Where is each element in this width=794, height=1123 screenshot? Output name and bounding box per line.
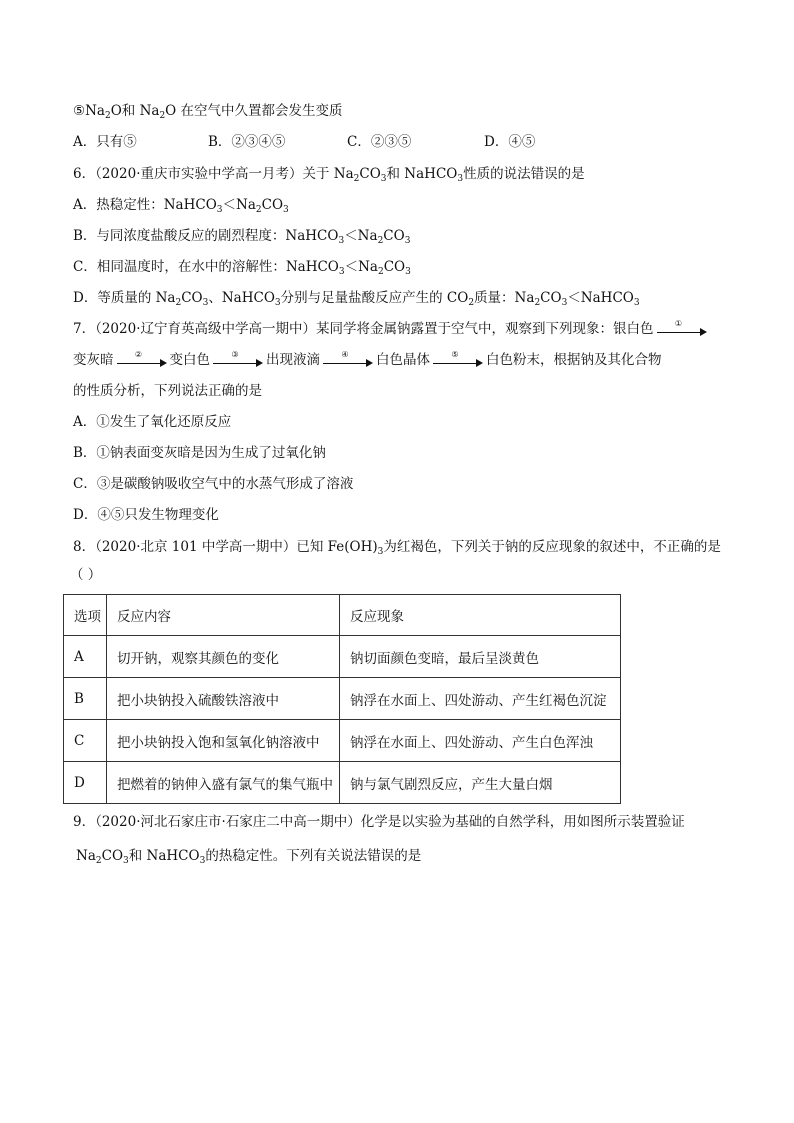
q7-option-b[interactable]: B．①钠表面变灰暗是因为生成了过氧化钠 xyxy=(73,445,326,461)
text-run: 和 NaHCO xyxy=(386,166,458,182)
arrow-4 xyxy=(323,349,373,368)
table-cell: 钠浮在水面上、四处游动、产生红褐色沉淀 xyxy=(340,678,621,720)
subscript: 3 xyxy=(380,174,387,184)
table-cell: 把小块钠投入饱和氢氧化钠溶液中 xyxy=(107,720,340,762)
q6-option-c[interactable] xyxy=(73,257,411,277)
text-run: 白色晶体 xyxy=(376,352,430,368)
text-run: ＜Na xyxy=(344,228,378,244)
table-cell: 钠浮在水面上、四处游动、产生白色浑浊 xyxy=(340,720,621,762)
q7-option-d[interactable]: D．④⑤只发生物理变化 xyxy=(73,507,219,523)
q5-option-c[interactable]: C．②③⑤ xyxy=(347,134,412,150)
text-run: 变灰暗 xyxy=(73,352,114,368)
subscript: 2 xyxy=(104,111,111,121)
subscript: 3 xyxy=(338,236,345,246)
q5-statement-5 xyxy=(73,101,343,121)
text-run: 和 Na xyxy=(121,103,160,119)
text-run: CO xyxy=(383,228,405,244)
table-header-row xyxy=(64,595,621,636)
q7-option-a[interactable]: A．①发生了氧化还原反应 xyxy=(73,414,232,430)
text-run: CO xyxy=(383,259,406,275)
table-row xyxy=(64,678,621,720)
table-cell: C xyxy=(64,720,107,762)
table-cell: 钠与氯气剧烈反应，产生大量白烟 xyxy=(340,762,621,804)
arrow-label: ③ xyxy=(231,349,239,359)
arrow-5 xyxy=(433,349,483,368)
text-run: 8．（2020·北京 101 中学高一期中）已知 Fe(OH) xyxy=(73,539,378,555)
text-run: CO xyxy=(181,290,203,306)
subscript: 2 xyxy=(377,267,384,277)
q5-option-b[interactable]: B．②③④⑤ xyxy=(208,134,286,150)
text-run: Na xyxy=(76,848,96,864)
q7-stem-line-2 xyxy=(73,350,662,370)
table-cell: 钠切面颜色变暗，最后呈淡黄色 xyxy=(340,636,621,678)
q8-answer-paren: （ ） xyxy=(70,567,102,583)
subscript: 3 xyxy=(457,174,464,184)
text-run: CO xyxy=(261,197,284,213)
arrow-label: ① xyxy=(674,318,683,328)
subscript: 3 xyxy=(633,298,640,308)
subscript: 2 xyxy=(468,298,475,308)
text-run: B．与同浓度盐酸反应的剧烈程度：NaHCO xyxy=(73,228,339,244)
text-run: O xyxy=(110,103,122,119)
text-run: 变白色 xyxy=(169,352,210,368)
q6-option-b[interactable] xyxy=(73,226,410,246)
text-run: ⑤Na xyxy=(73,103,105,119)
text-run: 和 NaHCO xyxy=(128,848,200,864)
subscript: 3 xyxy=(404,236,411,246)
subscript: 3 xyxy=(377,547,384,557)
table-cell: 把燃着的钠伸入盛有氯气的集气瓶中 xyxy=(107,762,340,804)
text-run: CO xyxy=(540,290,562,306)
table-cell: A xyxy=(64,636,107,678)
text-run: 6．（2020·重庆市实验中学高一月考）关于 Na xyxy=(73,166,354,182)
table-cell: D xyxy=(64,762,107,804)
subscript: 2 xyxy=(255,205,262,215)
text-run: 分别与足量盐酸反应产生的 CO xyxy=(280,290,469,306)
q6-option-a[interactable] xyxy=(73,195,289,215)
q5-option-d[interactable]: D．④⑤ xyxy=(484,134,536,150)
q8-table xyxy=(63,594,621,804)
text-run: O 在空气中久置都会发生变质 xyxy=(165,103,343,119)
subscript: 2 xyxy=(377,236,384,246)
subscript: 2 xyxy=(534,298,541,308)
arrow-label: ④ xyxy=(341,349,349,359)
q6-stem xyxy=(73,164,585,184)
arrow-3 xyxy=(213,349,263,368)
subscript: 2 xyxy=(159,111,166,121)
q5-option-a[interactable]: A．只有⑤ xyxy=(73,134,137,150)
text-run: 7．（2020·辽宁育英高级中学高一期中）某同学将金属钠露置于空气中，观察到下列现象：银白色 xyxy=(73,321,654,337)
table-cell: 切开钠，观察其颜色的变化 xyxy=(107,636,340,678)
text-run: 为红褐色，下列关于钠的反应现象的叙述中，不正确的是 xyxy=(383,539,721,555)
q7-option-c[interactable]: C．③是碳酸钠吸收空气中的水蒸气形成了溶液 xyxy=(73,476,354,492)
subscript: 3 xyxy=(561,298,568,308)
table-header-cell: 选项 xyxy=(64,595,107,636)
text-run: ＜Na xyxy=(222,197,256,213)
subscript: 3 xyxy=(199,856,206,866)
table-row xyxy=(64,720,621,762)
subscript: 3 xyxy=(274,298,281,308)
text-run: ＜Na xyxy=(344,259,378,275)
text-run: CO xyxy=(359,166,381,182)
q9-stem-line-2 xyxy=(76,846,421,866)
subscript: 2 xyxy=(353,174,360,184)
q7-stem-line-1 xyxy=(73,319,710,339)
subscript: 3 xyxy=(202,298,209,308)
text-run: 质量：Na xyxy=(474,290,535,306)
text-run: 出现液滴 xyxy=(266,352,320,368)
text-run: 、NaHCO xyxy=(208,290,275,306)
subscript: 2 xyxy=(95,856,102,866)
arrow-2 xyxy=(117,349,167,368)
table-row xyxy=(64,636,621,678)
subscript: 3 xyxy=(216,205,223,215)
q8-stem xyxy=(73,537,721,557)
text-run: 的热稳定性。下列有关说法错误的是 xyxy=(205,848,422,864)
table-header-cell: 反应现象 xyxy=(340,595,621,636)
table-row xyxy=(64,762,621,804)
subscript: 3 xyxy=(283,205,289,215)
text-run: C．相同温度时，在水中的溶解性：NaHCO xyxy=(73,259,339,275)
table-cell: 把小块钠投入硫酸铁溶液中 xyxy=(107,678,340,720)
table-cell: B xyxy=(64,678,107,720)
subscript: 3 xyxy=(123,856,129,866)
q9-stem-line-1: 9．（2020·河北石家庄市·石家庄二中高一期中）化学是以实验为基础的自然学科，用如图所示装置验证 xyxy=(73,814,685,830)
subscript: 3 xyxy=(405,267,411,277)
text-run: D．等质量的 Na xyxy=(73,290,176,306)
subscript: 2 xyxy=(175,298,182,308)
text-run: 性质的说法错误的是 xyxy=(463,166,585,182)
arrow-label: ② xyxy=(134,349,143,359)
arrow-label: ⑤ xyxy=(451,349,459,359)
q7-stem-line-3: 的性质分析，下列说法正确的是 xyxy=(73,383,262,399)
text-run: A．热稳定性：NaHCO xyxy=(73,197,217,213)
text-run: 白色粉末，根据钠及其化合物 xyxy=(486,352,662,368)
arrow-1 xyxy=(657,318,707,337)
text-run: CO xyxy=(101,848,124,864)
table-header-cell: 反应内容 xyxy=(107,595,340,636)
text-run: ＜NaHCO xyxy=(567,290,634,306)
q6-option-d[interactable] xyxy=(73,288,640,308)
subscript: 3 xyxy=(338,267,345,277)
